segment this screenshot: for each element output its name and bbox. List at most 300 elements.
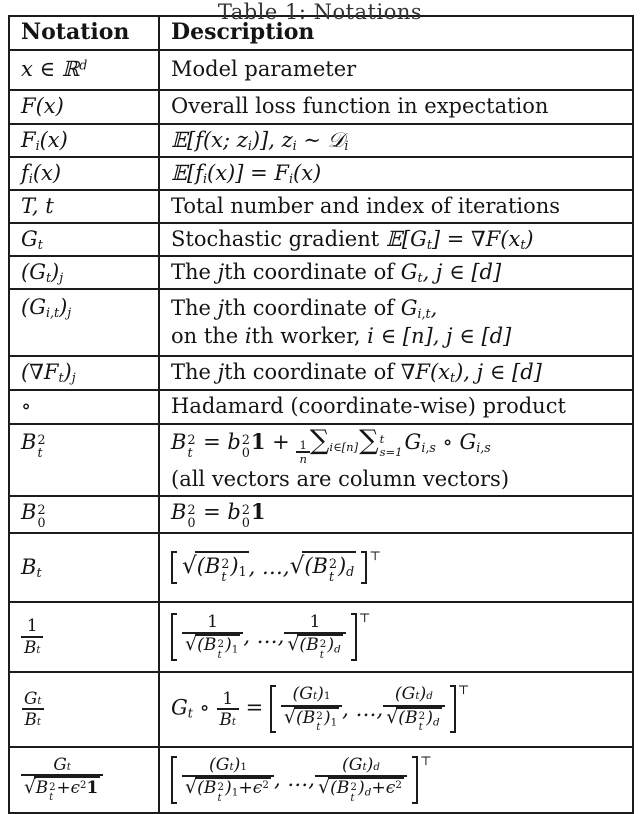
transpose-symbol: ⊤ — [358, 609, 371, 625]
math-token: = — [196, 429, 228, 454]
left-bracket — [270, 685, 276, 733]
notation-cell — [9, 672, 159, 747]
notation-cell — [9, 190, 159, 223]
row-vector — [171, 547, 382, 585]
row-inv-Bt — [9, 602, 633, 672]
math-token: ) — [366, 754, 374, 775]
math-token: G — [400, 259, 418, 284]
math-token: B — [21, 499, 37, 524]
math-token: (B — [197, 635, 217, 656]
math-token: 1 — [231, 644, 239, 656]
math-token — [37, 503, 45, 529]
math-token: (x)] = F — [207, 160, 289, 185]
circle-operator: ∘ — [21, 394, 32, 419]
row-x — [9, 50, 633, 90]
radical-sign: √ — [289, 552, 305, 579]
math-token — [281, 705, 342, 733]
math-token: 1 — [323, 690, 331, 703]
math-token: d — [79, 58, 88, 74]
math-token — [182, 632, 243, 660]
description-text: th coordinate of — [224, 360, 401, 385]
math-token: 0 — [241, 515, 250, 531]
math-token: ), j ∈ [d] — [455, 360, 542, 385]
description-cell — [159, 390, 633, 424]
math-token: +ϵ — [371, 778, 396, 799]
notation-cell — [9, 289, 159, 356]
math-token: i — [28, 171, 33, 187]
math-token: ) — [51, 259, 60, 284]
math-token: j — [59, 270, 64, 286]
math-token: t — [418, 721, 423, 734]
math-token: n — [296, 451, 309, 465]
math-token — [290, 685, 334, 705]
math-token: 𝔼[G — [385, 226, 427, 251]
right-bracket — [351, 613, 357, 661]
math-token: d — [373, 760, 380, 773]
math-token: t — [36, 644, 41, 656]
description-cell — [159, 90, 633, 124]
math-token: )], z — [251, 127, 293, 152]
math-token: ) — [327, 635, 335, 656]
row-vector — [171, 752, 432, 804]
math-token — [21, 636, 43, 657]
fraction — [21, 755, 103, 804]
notation-cell — [9, 256, 159, 289]
math-token: B — [24, 636, 37, 657]
math-token: 2 — [350, 780, 357, 793]
notation-cell — [9, 90, 159, 124]
math-token: ∼ 𝒟 — [296, 127, 345, 152]
math-token: 0 — [187, 515, 196, 531]
fraction — [315, 756, 407, 804]
math-token: t — [313, 690, 318, 703]
math-token — [316, 711, 323, 733]
math-token: (G — [209, 754, 230, 775]
math-token: ) — [419, 684, 427, 705]
right-bracket — [450, 685, 456, 733]
math-token — [350, 782, 357, 804]
math-token: 1 — [238, 563, 247, 579]
math-token — [206, 756, 250, 776]
math-token: G — [400, 296, 418, 321]
radical-sign: √ — [287, 633, 300, 656]
row-Gt — [9, 223, 633, 256]
math-token: i — [292, 138, 297, 154]
math-token: 1 — [299, 438, 307, 453]
description-cell — [159, 424, 633, 496]
sqrt-expression — [24, 776, 100, 804]
math-token: 2 — [80, 780, 87, 792]
math-token: i,t — [417, 306, 431, 322]
row-Fi — [9, 124, 633, 157]
radicand — [302, 551, 356, 584]
math-token: t — [362, 760, 367, 773]
description-text: Total number and index of iterations — [171, 193, 561, 218]
math-token: ) — [426, 707, 433, 728]
description-text: The — [171, 360, 218, 385]
description-cell — [159, 289, 633, 356]
math-token: 1 — [26, 615, 38, 636]
left-bracket — [171, 613, 177, 661]
math-token — [49, 783, 55, 804]
math-token — [242, 433, 250, 459]
description-text: Overall loss function in expectation — [171, 94, 549, 119]
radical-sign: √ — [185, 776, 198, 799]
math-token: t — [217, 648, 222, 661]
row-Gt-over-sqrt — [9, 747, 633, 813]
math-token: t — [37, 695, 42, 707]
math-token: 0 — [241, 445, 250, 461]
math-token: i,s — [476, 439, 491, 455]
math-token: s=1 — [379, 445, 403, 459]
math-token: i — [247, 138, 252, 154]
row-vector — [171, 609, 371, 661]
header-notation-cell — [9, 16, 159, 50]
sqrt-expression — [185, 777, 271, 803]
radical-sign: √ — [24, 777, 36, 799]
radicand — [294, 707, 339, 733]
math-token: 𝔼[f(x; z — [171, 127, 248, 152]
description-text: Hadamard (coordinate-wise) product — [171, 394, 566, 419]
math-token: ) — [358, 778, 365, 799]
math-token: 𝔼[f — [171, 160, 203, 185]
radicand — [195, 777, 271, 803]
math-token — [22, 708, 44, 729]
math-token: (G — [21, 294, 46, 319]
math-token: B — [219, 709, 232, 730]
description-cell — [159, 50, 633, 90]
row-Bt2 — [9, 424, 633, 496]
math-token — [21, 774, 103, 804]
notation-cell — [9, 602, 159, 672]
radicand — [328, 777, 404, 803]
ones-vector: 1 — [250, 498, 266, 524]
math-token: (B — [398, 707, 418, 728]
math-token: F — [21, 127, 36, 152]
math-token: ) — [230, 553, 239, 578]
sqrt-expression — [284, 707, 339, 733]
description-text: on the — [171, 323, 245, 348]
math-token: B — [171, 429, 187, 454]
math-token: t — [417, 270, 423, 286]
row-Bt — [9, 533, 633, 602]
fraction — [296, 439, 309, 465]
radical-sign: √ — [386, 705, 399, 728]
math-token — [383, 705, 444, 733]
math-token: ) — [317, 684, 324, 705]
math-token: t — [45, 270, 52, 286]
math-token: 2 — [328, 556, 337, 572]
description-cell — [159, 747, 633, 813]
math-token: t — [217, 791, 222, 804]
fraction — [182, 756, 274, 804]
math-token: 1 — [231, 787, 239, 799]
math-token: i — [288, 171, 293, 187]
math-token: j — [71, 370, 76, 386]
radicand — [396, 707, 441, 733]
math-token: ) — [337, 553, 347, 578]
radicand — [297, 634, 342, 660]
math-token: (x) — [39, 127, 68, 152]
radical-sign: √ — [185, 633, 198, 656]
math-token: (x) — [32, 160, 62, 185]
math-token: (B — [304, 553, 328, 578]
math-token: 2 — [241, 502, 250, 518]
math-token: t — [187, 705, 193, 721]
radical-sign: √ — [317, 776, 331, 799]
math-token: t — [350, 791, 355, 804]
math-token — [37, 433, 45, 459]
math-token: ) — [233, 754, 241, 775]
math-token: 2 — [316, 710, 323, 723]
math-token: , j ∈ [d] — [422, 259, 502, 284]
table-caption-text: Table 1: Notations — [217, 0, 423, 24]
math-token: 1 — [240, 760, 247, 773]
math-token: 1 — [330, 716, 338, 729]
ones-vector: 1 — [86, 777, 99, 798]
math-token: , …, — [243, 624, 285, 649]
notation-cell — [9, 424, 159, 496]
row-Gtj — [9, 256, 633, 289]
notations-table — [8, 15, 634, 814]
math-token: x ∈ ℝ — [21, 57, 80, 82]
math-token: 2 — [262, 779, 269, 792]
math-token — [392, 685, 436, 705]
fraction — [217, 689, 239, 730]
math-token: j — [67, 304, 72, 320]
math-token: F(x) — [21, 94, 64, 119]
sqrt-expression — [287, 634, 342, 660]
math-token — [419, 711, 426, 733]
math-token: t — [231, 717, 236, 729]
math-token: ) — [225, 635, 232, 656]
math-token: +ϵ — [238, 778, 263, 799]
math-token — [329, 557, 337, 583]
right-bracket — [361, 551, 367, 584]
math-token — [242, 503, 250, 529]
notation-cell — [9, 390, 159, 424]
sqrt-expression — [290, 551, 357, 584]
row-Gitj — [9, 289, 633, 356]
math-token: B — [21, 429, 37, 454]
math-token: 1 — [222, 687, 234, 708]
math-token: 2 — [241, 432, 250, 448]
description-text: The — [171, 296, 218, 321]
math-token: 2 — [37, 502, 46, 518]
math-token: t — [426, 237, 432, 253]
math-token: (B — [299, 635, 319, 656]
math-token: ) — [59, 294, 68, 319]
left-bracket — [171, 756, 177, 804]
math-token: t — [316, 721, 321, 734]
math-token: j — [217, 360, 225, 385]
math-token: G — [53, 754, 67, 775]
math-token: 2 — [418, 710, 426, 723]
math-token: ) — [225, 778, 232, 799]
math-token: b — [227, 499, 241, 524]
math-token: t — [450, 370, 456, 386]
math-token: t — [319, 648, 324, 661]
description-text: th coordinate of — [224, 296, 401, 321]
math-token: G — [459, 429, 477, 454]
math-token: i ∈ [n], j ∈ [d] — [367, 323, 512, 348]
math-token — [187, 503, 195, 529]
table-caption — [0, 0, 640, 24]
row-fi — [9, 157, 633, 190]
math-token: i∈[n] — [329, 440, 359, 455]
math-token: ) — [525, 226, 534, 251]
math-token: B — [24, 709, 37, 730]
math-token — [217, 782, 224, 804]
description-cell — [159, 223, 633, 256]
math-token: t — [187, 445, 193, 461]
description-text: th worker, — [251, 323, 368, 348]
math-token: i — [244, 323, 252, 348]
math-token — [217, 708, 239, 729]
description-cell — [159, 157, 633, 190]
math-token: 2 — [217, 780, 225, 793]
math-token: , …, — [342, 696, 384, 721]
math-token: 2 — [395, 779, 402, 792]
description-cell — [159, 356, 633, 390]
math-token: +ϵ — [56, 777, 81, 798]
math-token: G — [404, 429, 422, 454]
math-token — [187, 433, 195, 459]
math-token — [339, 756, 383, 776]
math-token: (x) — [293, 160, 322, 185]
math-token: t — [520, 237, 526, 253]
math-token: d — [334, 644, 341, 656]
math-token — [315, 775, 407, 803]
radicand — [34, 776, 100, 804]
math-token: i — [35, 138, 40, 154]
description-cell — [159, 124, 633, 157]
row-vector — [270, 682, 470, 734]
math-token: 2 — [187, 432, 196, 448]
description-cell — [159, 602, 633, 672]
notation-cell — [9, 533, 159, 602]
description-cell — [159, 190, 633, 223]
math-token: t — [415, 690, 420, 703]
math-token: f — [21, 160, 29, 185]
math-token: t — [36, 717, 41, 729]
notation-cell — [9, 157, 159, 190]
fraction — [21, 689, 44, 730]
math-token: d — [432, 716, 440, 729]
math-token: i,t — [45, 304, 60, 320]
math-token: b — [227, 429, 241, 454]
math-token: G — [24, 687, 38, 708]
math-token: i — [344, 138, 349, 154]
radical-sign: √ — [283, 705, 296, 728]
math-token: , …, — [248, 554, 290, 579]
math-token: ) — [323, 707, 331, 728]
math-token: t — [49, 792, 54, 804]
fraction — [284, 613, 345, 661]
sum-symbol: ∑ — [309, 424, 330, 456]
math-token: d — [426, 690, 433, 703]
math-token: 2 — [187, 502, 196, 518]
math-token: B — [171, 499, 187, 524]
ones-vector: 1 — [250, 428, 266, 454]
math-token: t — [58, 370, 64, 386]
math-token: + — [265, 429, 297, 454]
math-token: t — [36, 565, 42, 581]
transpose-symbol: ⊤ — [369, 547, 382, 563]
math-token: 2 — [37, 432, 46, 448]
math-token: , …, — [273, 767, 315, 792]
math-token — [50, 755, 73, 774]
fraction — [182, 613, 243, 661]
description-cell — [159, 496, 633, 533]
math-token: t — [37, 237, 43, 253]
description-text: The — [171, 259, 218, 284]
math-token: i — [202, 171, 208, 187]
math-token: (B — [196, 553, 221, 578]
math-token: ∘ — [192, 695, 217, 720]
math-token: (G — [292, 684, 314, 705]
notation-cell — [9, 124, 159, 157]
math-token: = — [238, 695, 270, 720]
row-B02 — [9, 496, 633, 533]
math-token: 0 — [37, 515, 46, 531]
math-token: ] = ∇F(x — [431, 226, 521, 251]
description-line — [171, 466, 628, 492]
math-token: j — [217, 296, 225, 321]
math-token: (G — [21, 259, 46, 284]
math-token: t — [66, 762, 71, 774]
math-token: (∇F — [21, 360, 59, 385]
sum-symbol: ∑ — [359, 424, 379, 456]
description-cell — [159, 672, 633, 747]
notation-cell — [9, 496, 159, 533]
math-token — [21, 689, 44, 708]
math-token: ∘ — [435, 429, 460, 454]
math-token: ∇F(x — [400, 360, 450, 385]
row-Fx — [9, 90, 633, 124]
math-token: G — [21, 226, 38, 251]
math-token — [284, 632, 345, 660]
math-token: T, t — [21, 193, 54, 218]
row-hadamard — [9, 390, 633, 424]
math-token: , — [430, 296, 438, 321]
transpose-symbol: ⊤ — [419, 752, 432, 768]
math-token: t — [328, 569, 335, 585]
math-token: G — [171, 695, 188, 720]
math-token: 2 — [319, 637, 327, 650]
math-token: B — [35, 777, 49, 798]
left-bracket — [171, 551, 177, 584]
sqrt-expression — [318, 777, 404, 803]
math-token: d — [346, 563, 355, 579]
description-cell — [159, 256, 633, 289]
notation-cell — [9, 747, 159, 813]
math-token: 1 — [309, 611, 321, 632]
description-line — [171, 424, 628, 467]
math-token: t — [37, 445, 43, 461]
math-token — [182, 775, 274, 803]
sqrt-expression — [182, 551, 249, 584]
radicand — [195, 551, 249, 584]
math-token: t — [379, 432, 385, 447]
math-token — [221, 557, 229, 583]
description-text: (all vectors are column vectors) — [171, 467, 510, 492]
row-gradFtj — [9, 356, 633, 390]
description-text: Stochastic gradient — [171, 226, 386, 251]
math-token: 2 — [49, 781, 56, 793]
math-token: i,s — [421, 439, 436, 455]
sqrt-expression — [185, 634, 240, 660]
